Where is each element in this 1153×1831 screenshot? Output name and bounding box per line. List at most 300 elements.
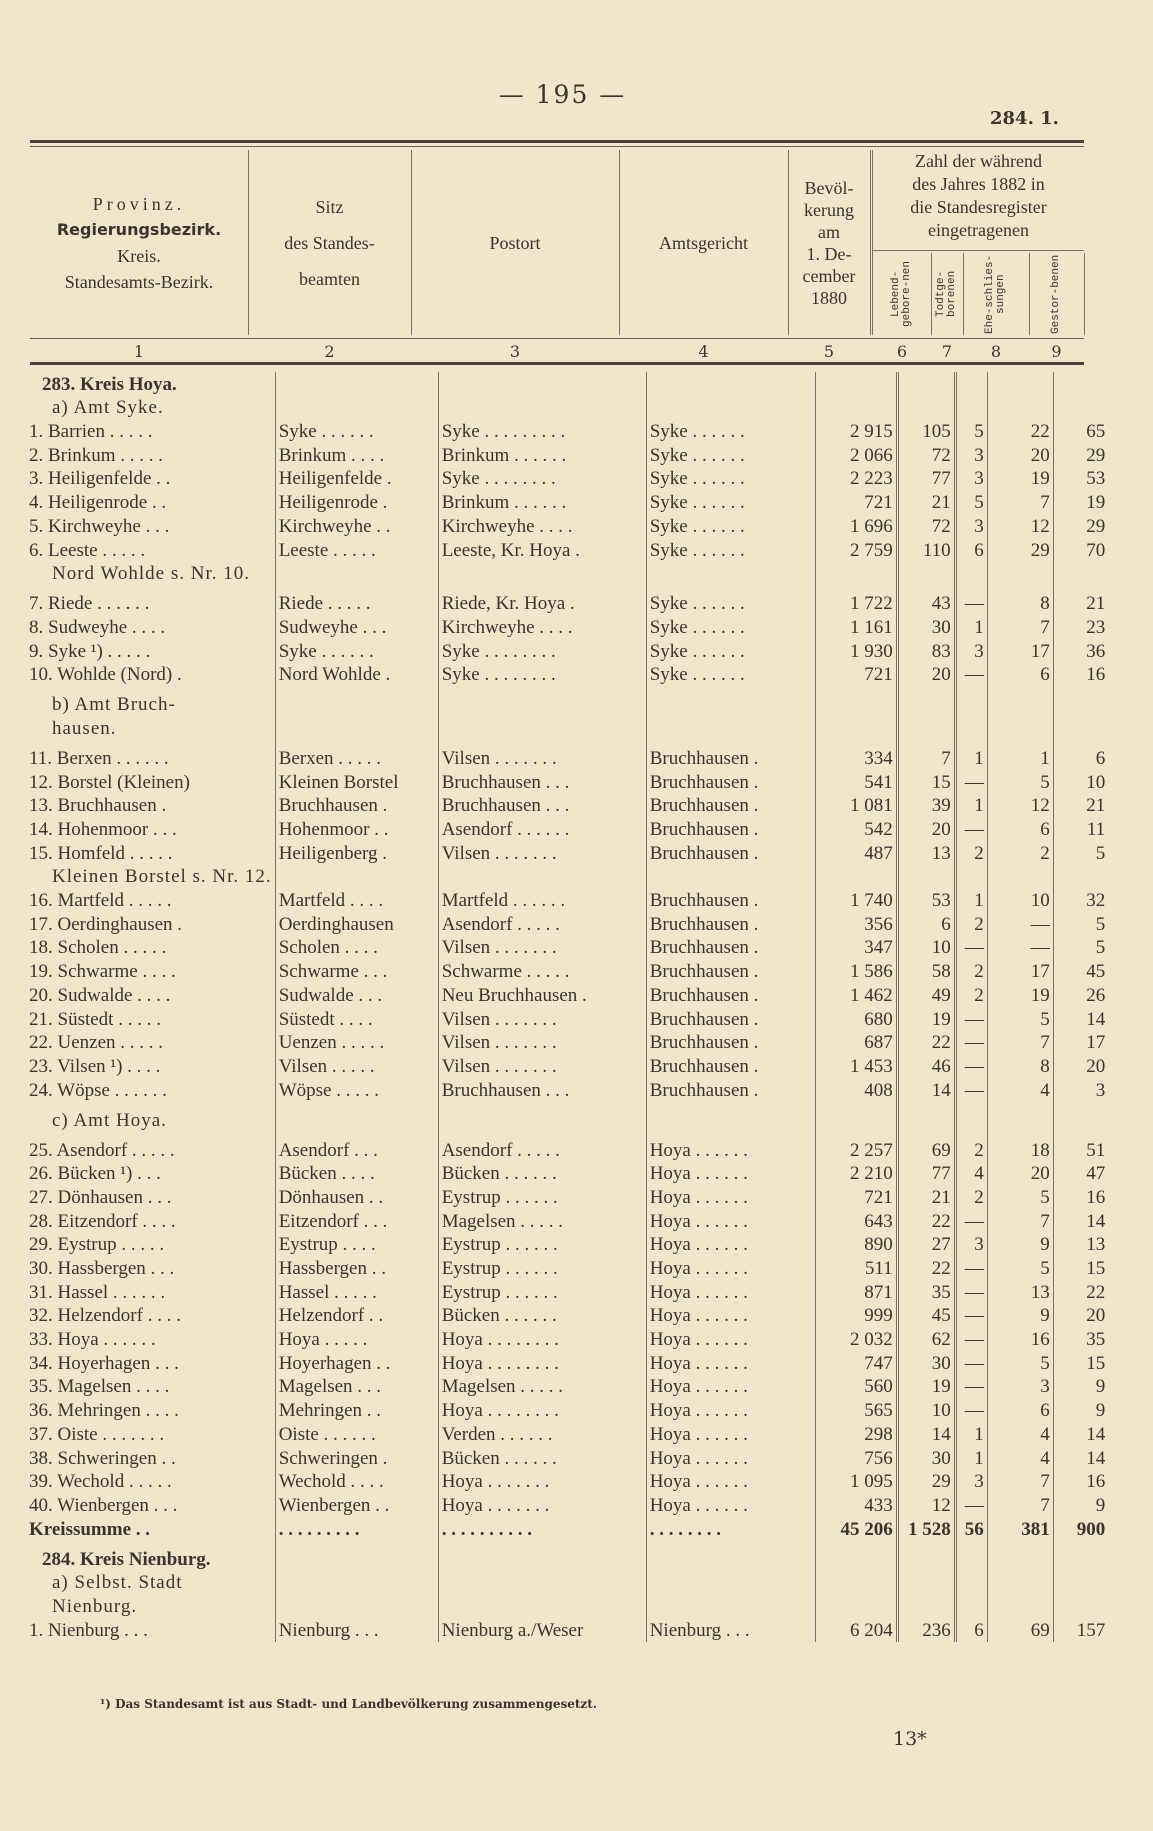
empty-cell [646,1102,815,1132]
todtgeborene-cell: 3 [955,1470,987,1494]
lebendgeborene-cell: 110 [897,538,955,562]
sitz-cell: Martfeld . . . . [275,888,438,912]
header-postort: Postort [411,150,620,335]
footnote: ¹) Das Standesamt ist aus Stadt- und Landbevölkerung zusammengesetzt. [100,1697,597,1711]
bezirk-cell: 40. Wienbergen . . . [26,1493,275,1517]
sitz-cell: Wienbergen . . [275,1493,438,1517]
empty-cell [1053,562,1108,586]
bevoelkerung-cell: 1 740 [815,888,897,912]
kreis-heading-row [26,1541,1108,1571]
bezirk-cell: 36. Mehringen . . . . [26,1398,275,1422]
todtgeborene-cell: 5 [955,490,987,514]
kreis-heading-row [26,372,1108,396]
gestorbene-cell: 65 [1086,421,1106,443]
todtgeborene-cell: — [955,1493,987,1517]
lebendgeborene-cell: 39 [897,794,955,818]
amtsgericht-cell: Syke . . . . . . [646,467,815,491]
lebendgeborene-cell: 6 [897,912,955,936]
sitz-cell: Sudwalde . . . [275,983,438,1007]
eheschliessungen-cell: 69 [987,1618,1053,1642]
colnum: 6 [896,342,908,361]
sitz-cell: Dönhausen . . [275,1185,438,1209]
empty-cell [897,865,955,889]
table-row [26,1375,1108,1399]
amtsgericht-cell: Bruchhausen . [646,936,815,960]
postort-cell: Kirchweyhe . . . . [438,514,646,538]
top-rule-thin [30,146,1084,147]
lebendgeborene-cell: 1 528 [897,1517,955,1541]
table-row [26,1185,1108,1209]
bezirk-cell: 11. Berxen . . . . . . [26,740,275,770]
eheschliessungen-cell: 12 [987,794,1053,818]
empty-cell [438,1594,646,1618]
bezirk-cell: 18. Scholen . . . . . [26,936,275,960]
sitz-cell: Wechold . . . . [275,1470,438,1494]
empty-cell [815,1541,897,1571]
postort-cell: Leeste, Kr. Hoya . [438,538,646,562]
table-row [26,514,1108,538]
postort-cell: Schwarme . . . . . [438,959,646,983]
todtgeborene-cell: 1 [955,888,987,912]
table-row [26,615,1108,639]
todtgeborene-cell: — [955,1078,987,1102]
sitz-cell: Schweringen . [275,1446,438,1470]
bevoelkerung-cell: 687 [815,1031,897,1055]
amtsgericht-cell: Bruchhausen . [646,1078,815,1102]
empty-cell [275,716,438,740]
gestorbene-cell: 10 [1086,771,1106,793]
bevoelkerung-cell: 565 [815,1398,897,1422]
empty-cell [955,1102,987,1132]
empty-cell [987,716,1053,740]
eheschliessungen-cell: 20 [987,1162,1053,1186]
sitz-cell: Helzendorf . . [275,1304,438,1328]
hg-2: die Standesregister [910,197,1047,217]
amtsgericht-cell: . . . . . . . . [646,1517,815,1541]
gestorbene-cell: 900 [1076,1518,1106,1540]
todtgeborene-cell: 56 [955,1517,987,1541]
gestorbene-cell: 5 [1095,913,1106,935]
sitz-cell: Hohenmoor . . [275,817,438,841]
empty-cell [897,1102,955,1132]
table-row [26,467,1108,491]
sitz-cell: Sudweyhe . . . [275,615,438,639]
todtgeborene-cell: 2 [955,983,987,1007]
todtgeborene-cell: — [955,1256,987,1280]
bevoelkerung-cell: 2 032 [815,1327,897,1351]
sitz-cell: Riede . . . . . [275,585,438,615]
sitz-cell: Hoya . . . . . [275,1327,438,1351]
empty-cell [987,372,1053,396]
lebendgeborene-cell: 21 [897,1185,955,1209]
empty-cell [897,686,955,716]
eheschliessungen-cell: 12 [987,514,1053,538]
gestorbene-cell: 22 [1086,1281,1106,1303]
lebendgeborene-cell: 30 [897,615,955,639]
amtsgericht-cell: Syke . . . . . . [646,639,815,663]
sitz-cell: Eitzendorf . . . [275,1209,438,1233]
table-row [26,817,1108,841]
gestorbene-cell: 17 [1086,1032,1106,1054]
gestorbene-cell: 14 [1086,1447,1106,1469]
eheschliessungen-cell: 19 [987,467,1053,491]
bevoelkerung-cell: 1 586 [815,959,897,983]
bezirk-cell: 22. Uenzen . . . . . [26,1031,275,1055]
bezirk-cell: 28. Eitzendorf . . . . [26,1209,275,1233]
bezirk-cell: 4. Heiligenrode . . [26,490,275,514]
eheschliessungen-cell: 381 [987,1517,1053,1541]
table-row [26,1470,1108,1494]
empty-cell [955,562,987,586]
bevoelkerung-cell: 298 [815,1422,897,1446]
lebendgeborene-cell: 45 [897,1304,955,1328]
empty-cell [955,1571,987,1595]
eheschliessungen-cell: 6 [987,1398,1053,1422]
table-row [26,1351,1108,1375]
bevoelkerung-cell: 721 [815,490,897,514]
bevoelkerung-cell: 1 722 [815,585,897,615]
gestorbene-cell: 23 [1086,616,1106,638]
lebendgeborene-cell: 14 [897,1422,955,1446]
section-row [26,865,1108,889]
bevoelkerung-cell: 2 223 [815,467,897,491]
sitz-cell: Syke . . . . . . [275,419,438,443]
sitz-cell: Nienburg . . . [275,1618,438,1642]
sitz-cell: Nord Wohlde . [275,663,438,687]
bezirk-cell: 23. Vilsen ¹) . . . . [26,1054,275,1078]
amtsgericht-cell: Bruchhausen . [646,888,815,912]
amtsgericht-cell: Hoya . . . . . . [646,1327,815,1351]
amtsgericht-cell: Syke . . . . . . [646,419,815,443]
table-row [26,1398,1108,1422]
eheschliessungen-cell: 8 [987,1054,1053,1078]
bezirk-cell: 26. Bücken ¹) . . . [26,1162,275,1186]
h5-3: 1. De- [806,243,852,264]
postort-cell: Bruchhausen . . . [438,1078,646,1102]
table-row [26,1078,1108,1102]
header-group [873,150,1084,251]
bezirk-cell: 9. Syke ¹) . . . . . [26,639,275,663]
amtsgericht-cell: Syke . . . . . . [646,538,815,562]
postort-cell: Kirchweyhe . . . . [438,615,646,639]
empty-cell [955,396,987,420]
lebendgeborene-cell: 13 [897,841,955,865]
eheschliessungen-cell: 5 [987,1007,1053,1031]
table-row [26,888,1108,912]
bevoelkerung-cell: 890 [815,1233,897,1257]
table-row [26,841,1108,865]
sitz-cell: Brinkum . . . . [275,443,438,467]
bezirk-cell: 35. Magelsen . . . . [26,1375,275,1399]
empty-cell [987,1571,1053,1595]
eheschliessungen-cell: 4 [987,1446,1053,1470]
gestorbene-cell: 6 [1095,747,1106,769]
amtsgericht-cell: Hoya . . . . . . [646,1280,815,1304]
eheschliessungen-cell: 7 [987,615,1053,639]
empty-cell [987,562,1053,586]
lebendgeborene-cell: 10 [897,1398,955,1422]
todtgeborene-cell: 4 [955,1162,987,1186]
section-label: Kleinen Borstel s. Nr. 12. [26,865,275,889]
todtgeborene-cell: 2 [955,1132,987,1162]
table-row [26,1327,1108,1351]
bezirk-cell: 29. Eystrup . . . . . [26,1233,275,1257]
gestorbene-cell: 21 [1086,795,1106,817]
postort-cell: Verden . . . . . . [438,1422,646,1446]
bevoelkerung-cell: 511 [815,1256,897,1280]
empty-cell [897,716,955,740]
bevoelkerung-cell: 747 [815,1351,897,1375]
todtgeborene-cell: 1 [955,794,987,818]
eheschliessungen-cell: 4 [987,1078,1053,1102]
empty-cell [438,865,646,889]
table-row [26,1304,1108,1328]
todtgeborene-cell: 5 [955,419,987,443]
amtsgericht-cell: Bruchhausen . [646,817,815,841]
eheschliessungen-cell: 2 [987,841,1053,865]
lebendgeborene-cell: 62 [897,1327,955,1351]
hg-0: Zahl der während [915,151,1042,171]
gestorbene-cell: 9 [1095,1376,1106,1398]
eheschliessungen-cell: 17 [987,959,1053,983]
section-label: b) Amt Bruch- [26,686,275,716]
empty-cell [897,1594,955,1618]
gestorbene-cell: 14 [1086,1423,1106,1445]
empty-cell [987,1594,1053,1618]
table-row [26,538,1108,562]
amtsgericht-cell: Hoya . . . . . . [646,1470,815,1494]
table-row [26,1209,1108,1233]
empty-cell [438,396,646,420]
header-col1 [30,150,249,335]
todtgeborene-cell: 3 [955,514,987,538]
sitz-cell: Hassel . . . . . [275,1280,438,1304]
bevoelkerung-cell: 347 [815,936,897,960]
todtgeborene-cell: 3 [955,443,987,467]
empty-cell [438,686,646,716]
table-row [26,585,1108,615]
colnum: 5 [823,342,835,361]
empty-cell [897,372,955,396]
bevoelkerung-cell: 2 759 [815,538,897,562]
bezirk-cell: 7. Riede . . . . . . [26,585,275,615]
table-row [26,1446,1108,1470]
signature-mark: 13* [893,1728,927,1750]
empty-cell [646,1594,815,1618]
empty-cell [815,865,897,889]
bezirk-cell: 16. Martfeld . . . . . [26,888,275,912]
lebendgeborene-cell: 69 [897,1132,955,1162]
empty-cell [646,562,815,586]
todtgeborene-cell: — [955,1375,987,1399]
postort-cell: Eystrup . . . . . . [438,1256,646,1280]
gestorbene-cell: 47 [1086,1163,1106,1185]
postort-cell: Bücken . . . . . . [438,1446,646,1470]
empty-cell [987,1541,1053,1571]
sitz-cell: Wöpse . . . . . [275,1078,438,1102]
bezirk-cell: Kreissumme . . [26,1517,275,1541]
bevoelkerung-cell: 6 204 [815,1618,897,1642]
hg-3: eingetragenen [928,220,1029,240]
amtsgericht-cell: Bruchhausen . [646,959,815,983]
h5-4: cember [802,265,856,286]
postort-cell: Hoya . . . . . . . . [438,1327,646,1351]
lebendgeborene-cell: 19 [897,1375,955,1399]
sitz-cell: Kirchweyhe . . [275,514,438,538]
gestorbene-cell: 9 [1095,1494,1106,1516]
todtgeborene-cell: 3 [955,1233,987,1257]
amtsgericht-cell: Hoya . . . . . . [646,1446,815,1470]
colnum: 7 [941,342,953,361]
eheschliessungen-cell: 5 [987,1256,1053,1280]
bezirk-cell: 1. Nienburg . . . [26,1618,275,1642]
bezirk-cell: 33. Hoya . . . . . . [26,1327,275,1351]
amtsgericht-cell: Hoya . . . . . . [646,1304,815,1328]
empty-cell [955,1594,987,1618]
h5-2: am [818,221,840,242]
todtgeborene-cell: — [955,1007,987,1031]
bezirk-cell: 27. Dönhausen . . . [26,1185,275,1209]
table-row [26,1054,1108,1078]
table-row [26,983,1108,1007]
postort-cell: Martfeld . . . . . . [438,888,646,912]
empty-cell [897,1571,955,1595]
postort-cell: Hoya . . . . . . . [438,1493,646,1517]
empty-cell [955,716,987,740]
postort-cell: Vilsen . . . . . . . [438,740,646,770]
bevoelkerung-cell: 542 [815,817,897,841]
gestorbene-cell: 70 [1086,539,1106,561]
postort-cell: Neu Bruchhausen . [438,983,646,1007]
header-sitz: Sitz [315,196,344,217]
todtgeborene-cell: — [955,817,987,841]
eheschliessungen-cell: 6 [987,663,1053,687]
empty-cell [275,1102,438,1132]
eheschliessungen-cell: 7 [987,1031,1053,1055]
postort-cell: Riede, Kr. Hoya . [438,585,646,615]
empty-cell [955,1541,987,1571]
lebendgeborene-cell: 58 [897,959,955,983]
section-row [26,1594,1108,1618]
amtsgericht-cell: Hoya . . . . . . [646,1209,815,1233]
postort-cell: Hoya . . . . . . . . [438,1351,646,1375]
bevoelkerung-cell: 1 081 [815,794,897,818]
empty-cell [438,562,646,586]
bevoelkerung-cell: 643 [815,1209,897,1233]
empty-cell [1053,1571,1108,1595]
eheschliessungen-cell: 29 [987,538,1053,562]
sitz-cell: Scholen . . . . [275,936,438,960]
empty-cell [646,396,815,420]
sitz-cell: Syke . . . . . . [275,639,438,663]
lebendgeborene-cell: 29 [897,1470,955,1494]
sitz-cell: Berxen . . . . . [275,740,438,770]
todtgeborene-cell: 1 [955,1446,987,1470]
postort-cell: Bücken . . . . . . [438,1304,646,1328]
bezirk-cell: 14. Hohenmoor . . . [26,817,275,841]
header-todtgeborene: Todtge-borenen [931,253,964,335]
kreis-heading: 283. Kreis Hoya. [26,372,275,396]
eheschliessungen-cell: 20 [987,443,1053,467]
empty-cell [987,1102,1053,1132]
lebendgeborene-cell: 105 [897,419,955,443]
top-rule [30,140,1084,143]
sitz-cell: Schwarme . . . [275,959,438,983]
colnum: 1 [133,342,145,361]
gestorbene-cell: 3 [1095,1079,1106,1101]
lebendgeborene-cell: 27 [897,1233,955,1257]
amtsgericht-cell: Bruchhausen . [646,1054,815,1078]
lebendgeborene-cell: 77 [897,1162,955,1186]
empty-cell [646,716,815,740]
sitz-cell: Magelsen . . . [275,1375,438,1399]
table-row [26,1233,1108,1257]
todtgeborene-cell: — [955,663,987,687]
todtgeborene-cell: — [955,770,987,794]
empty-cell [815,396,897,420]
bezirk-cell: 6. Leeste . . . . . [26,538,275,562]
table-row [26,770,1108,794]
empty-cell [815,372,897,396]
kreis-heading: 284. Kreis Nienburg. [26,1541,275,1571]
bevoelkerung-cell: 1 462 [815,983,897,1007]
lebendgeborene-cell: 72 [897,443,955,467]
table-row [26,663,1108,687]
gestorbene-cell: 13 [1086,1234,1106,1256]
table-row [26,959,1108,983]
eheschliessungen-cell: 4 [987,1422,1053,1446]
lebendgeborene-cell: 22 [897,1031,955,1055]
lebendgeborene-cell: 35 [897,1280,955,1304]
header-amtsgericht: Amtsgericht [619,150,789,335]
amtsgericht-cell: Bruchhausen . [646,1007,815,1031]
table-row [26,1493,1108,1517]
header-bevoelkerung [788,150,873,335]
empty-cell [897,396,955,420]
empty-cell [275,1541,438,1571]
page-number: — 195 — [498,80,627,109]
section-row [26,1102,1108,1132]
table-row [26,443,1108,467]
sitz-cell: Leeste . . . . . [275,538,438,562]
empty-cell [1053,1102,1108,1132]
sitz-cell: Uenzen . . . . . [275,1031,438,1055]
todtgeborene-cell: — [955,1327,987,1351]
bevoelkerung-cell: 408 [815,1078,897,1102]
empty-cell [275,686,438,716]
section-row [26,1571,1108,1595]
lebendgeborene-cell: 21 [897,490,955,514]
header-kreis: Kreis. [117,245,161,266]
todtgeborene-cell: 3 [955,639,987,663]
amtsgericht-cell: Hoya . . . . . . [646,1351,815,1375]
bevoelkerung-cell: 2 257 [815,1132,897,1162]
hg-1: des Jahres 1882 in [912,174,1045,194]
amtsgericht-cell: Hoya . . . . . . [646,1493,815,1517]
postort-cell: Vilsen . . . . . . . [438,841,646,865]
section-label: c) Amt Hoya. [26,1102,275,1132]
postort-cell: Bruchhausen . . . [438,770,646,794]
gestorbene-cell: 11 [1086,819,1106,840]
amtsgericht-cell: Hoya . . . . . . [646,1162,815,1186]
todtgeborene-cell: — [955,936,987,960]
bevoelkerung-cell: 721 [815,663,897,687]
bezirk-cell: 30. Hassbergen . . . [26,1256,275,1280]
postort-cell: Vilsen . . . . . . . [438,936,646,960]
lebendgeborene-cell: 19 [897,1007,955,1031]
empty-cell [987,865,1053,889]
amtsgericht-cell: Bruchhausen . [646,740,815,770]
